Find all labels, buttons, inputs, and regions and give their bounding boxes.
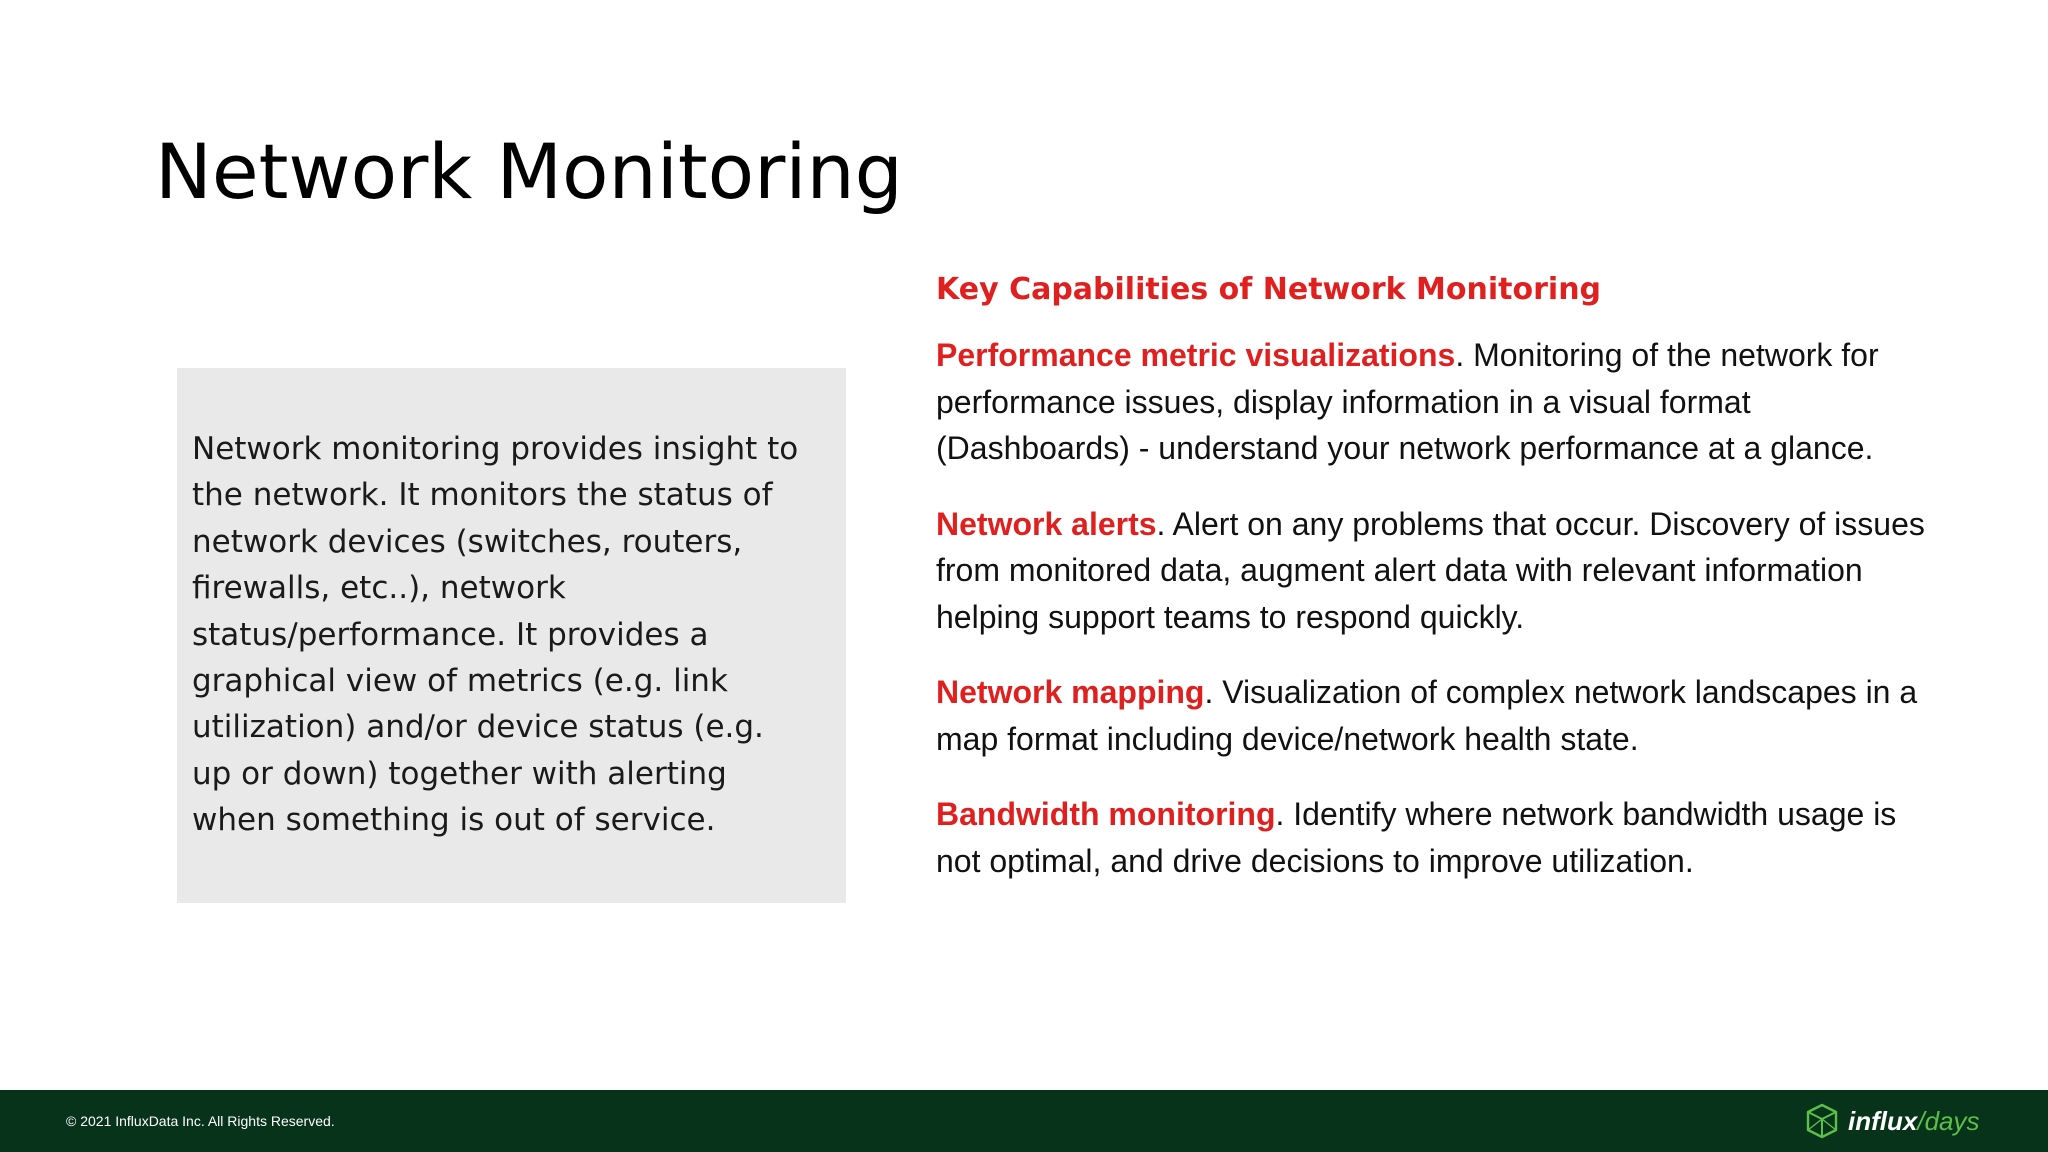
slide-title: Network Monitoring <box>155 127 903 216</box>
capability-item-mapping <box>936 669 1936 762</box>
capabilities-section <box>936 266 1936 913</box>
capability-description: . Identify where network bandwidth usage is not optimal, and drive decisions to improve utilization. <box>936 796 1897 879</box>
footer-bar <box>0 1090 2048 1152</box>
copyright-text: © 2021 InfluxData Inc. All Rights Reserved. <box>66 1113 335 1129</box>
capability-term: Bandwidth monitoring <box>936 796 1276 832</box>
influxdata-cube-icon <box>1804 1103 1840 1139</box>
capability-item-alerts <box>936 501 1936 641</box>
summary-box <box>177 368 846 903</box>
logo-word-influx: influx <box>1848 1106 1918 1136</box>
capability-item-bandwidth <box>936 791 1936 884</box>
capability-term: Performance metric visualizations <box>936 337 1456 373</box>
capability-term: Network alerts <box>936 505 1157 542</box>
capabilities-list <box>936 332 1936 884</box>
capability-term: Network mapping <box>936 674 1205 710</box>
logo-slash: / <box>1917 1106 1925 1136</box>
capability-description: . Visualization of complex network landscapes in a map format including device/network health state. <box>936 674 1918 757</box>
capability-item-performance <box>936 332 1936 472</box>
capability-description: . Monitoring of the network for performance issues, display information in a visual format (Dashboards) - understand your network performance at a glance. <box>936 337 1879 466</box>
influxdays-logo <box>1804 1102 1980 1140</box>
logo-word-days: days <box>1924 1106 1980 1136</box>
capabilities-heading: Key Capabilities of Network Monitoring <box>936 272 1602 307</box>
capability-description: . Alert on any problems that occur. Discovery of issues from monitored data, augment alert data with relevant information helping support teams to respond quickly. <box>936 505 1925 635</box>
summary-text: Network monitoring provides insight to the network. It monitors the status of network devices (switches, routers, firewalls, etc..), network status/performance. It provides a graphical view of metrics (e.g. link utilization) and/or device status (e.g. up or down) together with alerting when something is out of service. <box>192 431 799 839</box>
logo-wordmark <box>1848 1102 1980 1140</box>
